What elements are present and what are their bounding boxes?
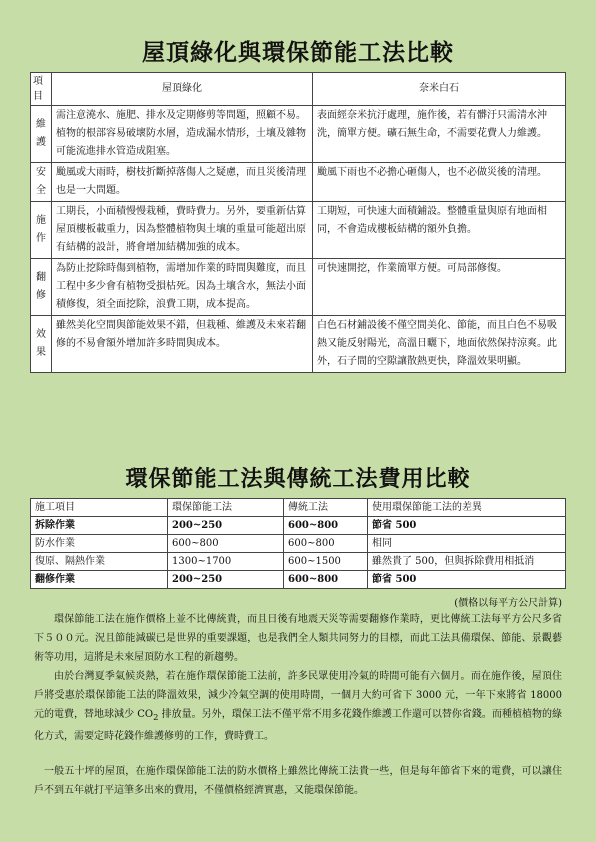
green-roof-cell: 颱風或大雨時，樹枝折斷掉落傷人之疑慮，而且災後清理也是一大問題。 (52, 163, 313, 202)
table-row (31, 259, 566, 316)
comparison-table (30, 72, 566, 373)
cost-cell: 600~800 (168, 535, 284, 553)
cost-cell: 600~1500 (284, 553, 368, 571)
nano-stone-cell: 工期短，可快速大面積鋪設。整體重量與原有地面相同，不會造成樓板結構的額外負擔。 (313, 202, 566, 259)
cost-cell: 600~800 (284, 535, 368, 553)
paragraph-text: 由於台灣夏季氣候炎熱，若在施作環保節能工法前，許多民眾使用冷氣的時間可能有六個月。而在施作後，屋頂住戶將受惠於環保節能工法的降溫效果，減少冷氣空調的使用時間，一個月大約可省下 3000 元，一年下來將省 18000 元的電費，替地球減少 CO (34, 671, 562, 720)
page-title: 屋頂綠化與環保節能工法比較 (142, 40, 454, 66)
cost-cell: 相同 (368, 535, 566, 553)
row-category: 效果 (31, 316, 52, 373)
cost-header: 環保節能工法 (168, 499, 284, 517)
header-green-roof: 屋頂綠化 (52, 73, 313, 106)
price-unit-note: (價格以每平方公尺計算) (454, 598, 562, 609)
table-header-row (31, 73, 566, 106)
cost-cell: 復原、隔熱作業 (31, 553, 168, 571)
table-row (31, 571, 566, 589)
cost-cell: 200~250 (168, 517, 284, 535)
nano-stone-cell: 白色石材鋪設後不僅空間美化、節能，而且白色不易吸熱又能反射陽光，高溫日曬下，地面依然保持涼爽。此外，石子間的空隙讓散熱更快，降溫效果明顯。 (313, 316, 566, 373)
cost-cell: 600~800 (284, 571, 368, 589)
nano-stone-cell: 可快速開挖，作業簡單方便。可局部修復。 (313, 259, 566, 316)
header-item: 項目 (31, 73, 52, 106)
green-roof-cell: 工期長，小面積慢慢栽種，費時費力。另外，要重新估算屋頂樓板載重力，因為整體植物與土壤的重量可能超出原有結構的設計，將會增加結構加強的成本。 (52, 202, 313, 259)
cost-cell: 節省 500 (368, 517, 566, 535)
cost-cell: 200~250 (168, 571, 284, 589)
cost-cell: 600~800 (284, 517, 368, 535)
cost-cell: 1300~1700 (168, 553, 284, 571)
green-roof-cell: 雖然美化空間與節能效果不錯，但栽種、維護及未來若翻修的不易會額外增加許多時間與成本。 (52, 316, 313, 373)
nano-stone-cell: 颱風下雨也不必擔心砸傷人，也不必做災後的清理。 (313, 163, 566, 202)
paragraph-text: 排放量。另外，環保工法不僅平常不用多花錢作維護工作還可以替你省錢。而種植植物的綠化方式，需要定時花錢作維護修剪的工作，費時費工。 (34, 709, 562, 742)
section-title: 環保節能工法與傳統工法費用比較 (125, 467, 471, 492)
row-category: 翻修 (31, 259, 52, 316)
cost-cell: 節省 500 (368, 571, 566, 589)
cost-cell: 拆除作業 (31, 517, 168, 535)
green-roof-cell: 為防止挖除時傷到植物，需增加作業的時間與難度，而且工程中多少會有植物受損枯死。因為土壤含水，無法小面積修復，須全面挖除，浪費工期，成本提高。 (52, 259, 313, 316)
header-nano-stone: 奈米白石 (313, 73, 566, 106)
cost-cell: 雖然貴了 500，但與拆除費用相抵消 (368, 553, 566, 571)
cost-cell: 防水作業 (31, 535, 168, 553)
table-row (31, 517, 566, 535)
table-row (31, 163, 566, 202)
paragraph: 一般五十坪的屋頂，在施作環保節能工法的防水價格上雖然比傳統工法貴一些，但是每年節省下來的電費，可以讓住戶不到五年就打平這筆多出來的費用，不僅價格經濟實惠，又能環保節能。 (34, 766, 562, 796)
cost-header: 傳統工法 (284, 499, 368, 517)
table-row (31, 316, 566, 373)
row-category: 安全 (31, 163, 52, 202)
cost-header: 使用環保節能工法的差異 (368, 499, 566, 517)
paragraph: 環保節能工法在施作價格上並不比傳統貴，而且日後有地震天災等需要翻修作業時，更比傳統工法每平方公尺多省下５００元。況且節能減碳已是世界的重要課題，也是我們全人類共同努力的目標，而此工法具備環保、節能、景觀藝術等功用，這將是未來屋頂防水工程的新趨勢。 (34, 614, 562, 663)
cost-table (30, 498, 566, 589)
paragraph (34, 667, 562, 746)
table-row (31, 202, 566, 259)
row-category: 維護 (31, 106, 52, 163)
table-row (31, 535, 566, 553)
table-row (31, 106, 566, 163)
cost-cell: 翻修作業 (31, 571, 168, 589)
nano-stone-cell: 表面經奈米抗汙處理，施作後，若有髒汙只需清水沖洗，簡單方便。礦石無生命，不需要花費人力維護。 (313, 106, 566, 163)
green-roof-cell: 需注意澆水、施肥、排水及定期修剪等問題，照顧不易。植物的根部容易破壞防水層，造成漏水情形，土壤及雜物可能流進排水管造成阻塞。 (52, 106, 313, 163)
subscript: 2 (153, 712, 159, 722)
cost-header: 施工項目 (31, 499, 168, 517)
cost-header-row (31, 499, 566, 517)
row-category: 施作 (31, 202, 52, 259)
table-row (31, 553, 566, 571)
